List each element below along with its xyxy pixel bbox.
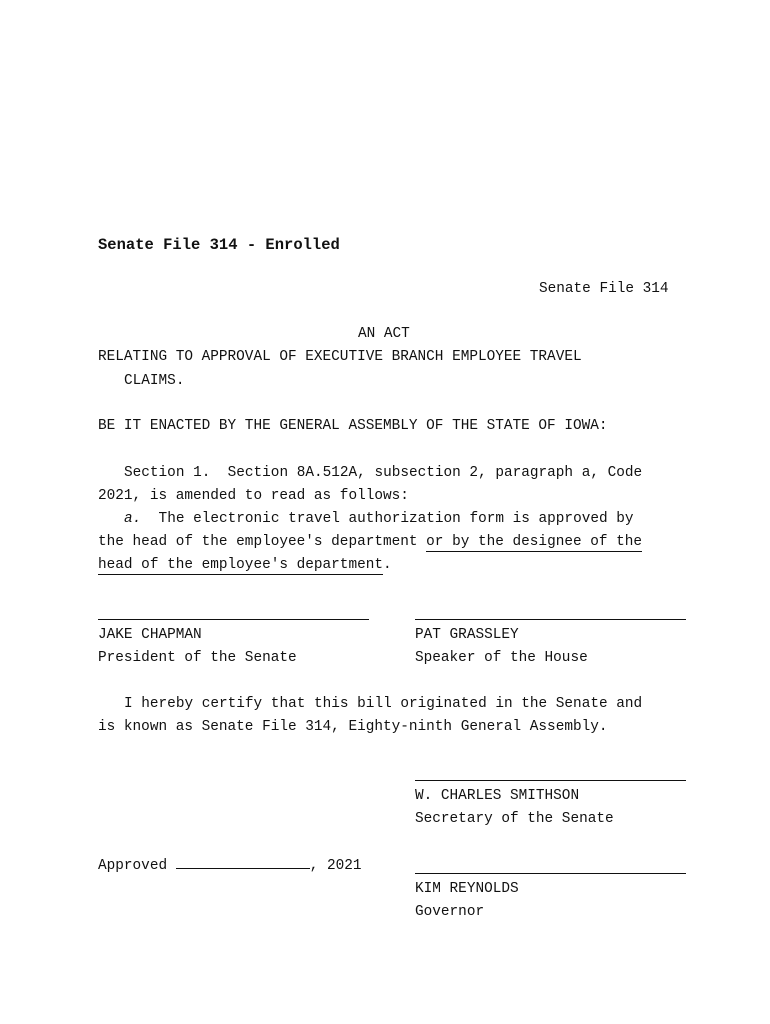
certification-line-1: I hereby certify that this bill originated in the Senate and bbox=[124, 696, 643, 712]
paragraph-letter: a. bbox=[124, 511, 142, 527]
speaker-name: PAT GRASSLEY bbox=[415, 627, 519, 643]
inserted-text-2: head of the employee's department bbox=[98, 557, 383, 573]
signature-line-governor bbox=[415, 873, 686, 874]
section-1-line-5-end: . bbox=[382, 557, 392, 573]
speaker-title: Speaker of the House bbox=[415, 650, 588, 666]
signature-line-speaker bbox=[415, 619, 686, 620]
president-name: JAKE CHAPMAN bbox=[98, 627, 202, 643]
governor-title: Governor bbox=[415, 904, 485, 920]
relating-clause-line-1: RELATING TO APPROVAL OF EXECUTIVE BRANCH EMPLOYEE TRAVEL bbox=[98, 349, 582, 365]
document-title: Senate File 314 - Enrolled bbox=[98, 236, 340, 254]
act-heading: AN ACT bbox=[358, 326, 410, 342]
section-1-line-5 bbox=[98, 556, 392, 574]
inserted-text-1: or by the designee of the bbox=[426, 534, 643, 550]
certification-line-2: is known as Senate File 314, Eighty-ninth General Assembly. bbox=[98, 719, 608, 735]
relating-clause-line-2: CLAIMS. bbox=[124, 373, 185, 389]
section-1-line-3 bbox=[124, 510, 634, 528]
section-1-line-2: 2021, is amended to read as follows: bbox=[98, 488, 409, 504]
secretary-title: Secretary of the Senate bbox=[415, 811, 614, 827]
president-title: President of the Senate bbox=[98, 650, 297, 666]
secretary-name: W. CHARLES SMITHSON bbox=[415, 788, 580, 804]
section-1-line-4-plain: the head of the employee's department bbox=[98, 534, 427, 550]
enacting-clause: BE IT ENACTED BY THE GENERAL ASSEMBLY OF THE STATE OF IOWA: bbox=[98, 418, 608, 434]
section-1-line-3-text: The electronic travel authorization form is approved by bbox=[141, 511, 634, 527]
approval-line bbox=[98, 857, 362, 875]
approval-date-blank bbox=[176, 857, 310, 869]
file-reference: Senate File 314 bbox=[539, 281, 669, 297]
section-1-line-1: Section 1. Section 8A.512A, subsection 2, paragraph a, Code bbox=[124, 465, 643, 481]
approval-prefix: Approved bbox=[98, 858, 176, 874]
governor-name: KIM REYNOLDS bbox=[415, 881, 519, 897]
signature-line-president bbox=[98, 619, 369, 620]
signature-line-secretary bbox=[415, 780, 686, 781]
section-1-line-4 bbox=[98, 533, 642, 551]
approval-suffix: , 2021 bbox=[309, 858, 362, 874]
